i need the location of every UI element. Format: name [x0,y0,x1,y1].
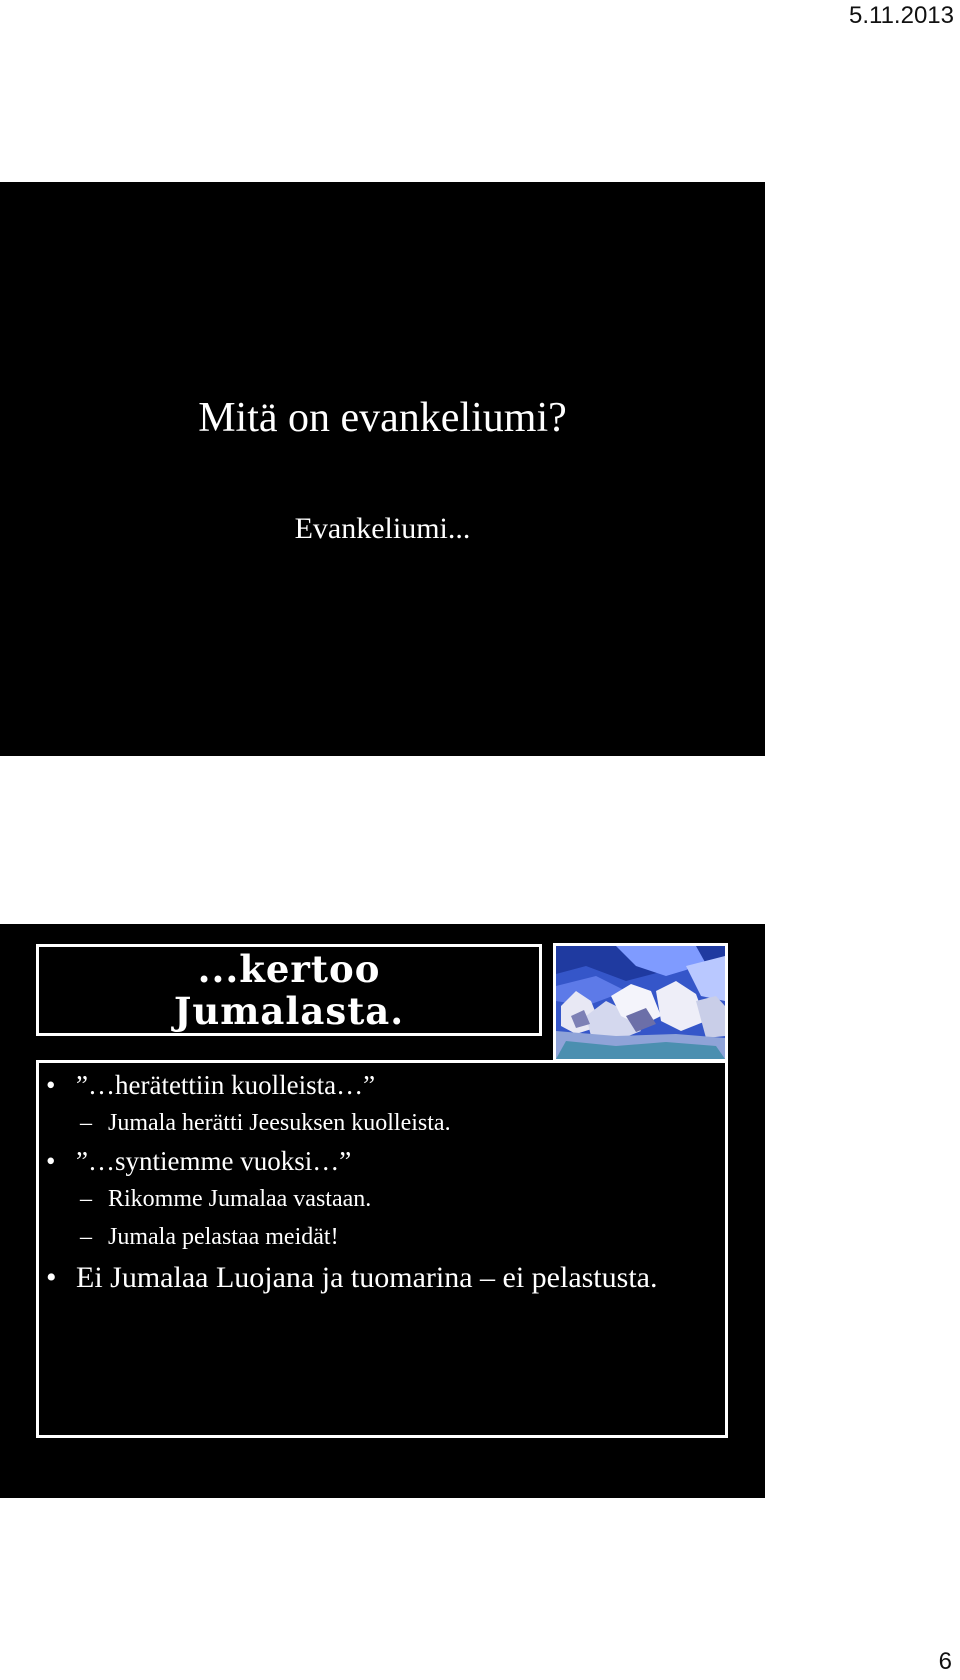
page-number: 6 [938,1648,952,1675]
slide-1 [0,182,765,756]
sky-clouds-image [553,943,728,1062]
list-item: • ”…herätettiin kuolleista…” [42,1066,762,1104]
page-date: 5.11.2013 [849,2,954,29]
slide-2-bullet-list [42,1066,762,1300]
slide-2 [0,924,765,1498]
list-item: • Ei Jumalaa Luojana ja tuomarina – ei pelastusta. [42,1256,762,1300]
slide-1-subtitle: Evankeliumi... [294,512,471,545]
clouds-icon [556,946,725,1059]
list-item: – Jumala pelastaa meidät! [42,1218,762,1256]
list-item: • ”…syntiemme vuoksi…” [42,1142,762,1180]
list-item: – Jumala herätti Jeesuksen kuolleista. [42,1104,762,1142]
slide-2-title-line-2: Jumalasta. [173,989,405,1033]
slide-2-title-box [36,944,542,1036]
slide-1-title: Mitä on evankeliumi? [198,395,567,441]
slide-2-title-line-1: ...kertoo [197,947,381,991]
list-item: – Rikomme Jumalaa vastaan. [42,1180,762,1218]
slide-2-title [174,948,404,1032]
